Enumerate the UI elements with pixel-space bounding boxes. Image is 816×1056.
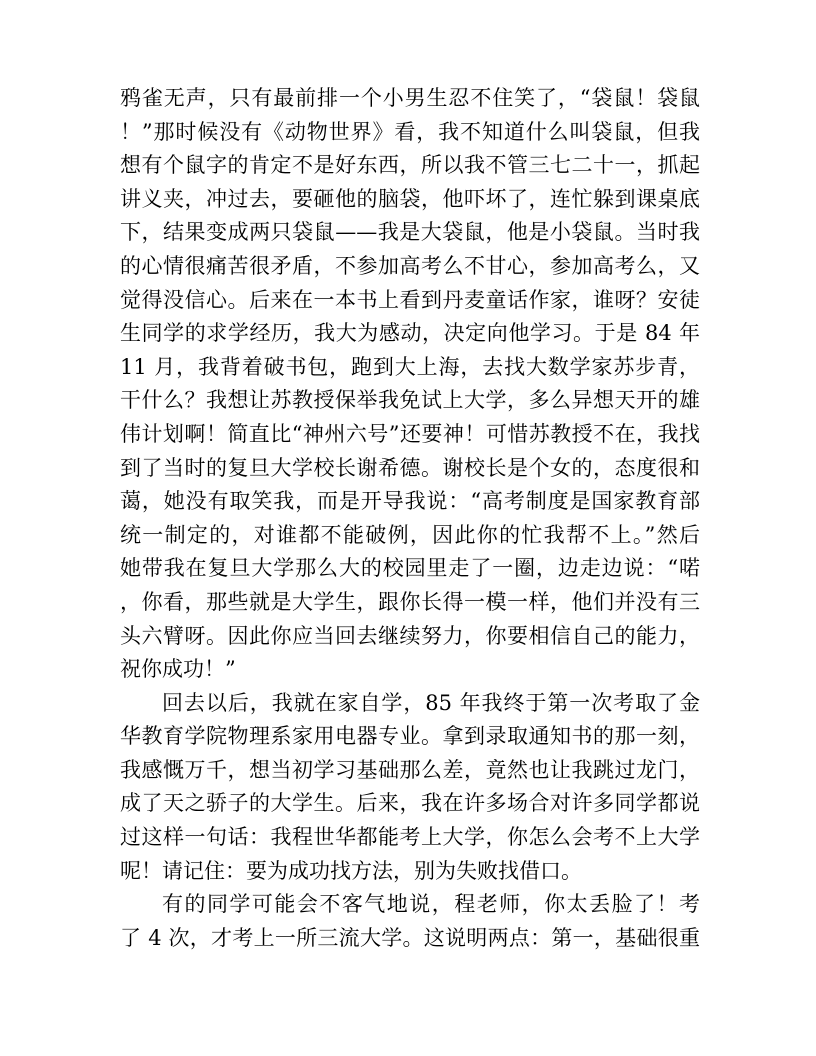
text-line: 头六臂呀。因此你应当回去继续努力，你要相信自己的能力， <box>120 623 700 648</box>
text-line: 华教育学院物理系家用电器专业。拿到录取通知书的那一刻， <box>120 724 700 749</box>
text-line: 想有个鼠字的肯定不是好东西，所以我不管三七二十一，抓起 <box>120 153 700 178</box>
text-line: 她带我在复旦大学那么大的校园里走了一圈，边走边说：“喏 <box>120 556 700 581</box>
text-line: 了 4 次，才考上一所三流大学。这说明两点：第一，基础很重 <box>120 925 700 950</box>
text-line: 蔼，她没有取笑我，而是开导我说：“高考制度是国家教育部 <box>120 489 700 514</box>
text-line: 成了天之骄子的大学生。后来，我在许多场合对许多同学都说 <box>120 791 700 816</box>
text-line: 下，结果变成两只袋鼠——我是大袋鼠，他是小袋鼠。当时我 <box>120 220 700 245</box>
text-line: 生同学的求学经历，我大为感动，决定向他学习。于是 84 年 <box>120 321 700 346</box>
paragraph-start-line: 有的同学可能会不客气地说，程老师，你太丢脸了！考 <box>162 892 700 917</box>
paragraph-end-line: 祝你成功！” <box>120 657 236 682</box>
text-line: 讲义夹，冲过去，要砸他的脑袋，他吓坏了，连忙躲到课桌底 <box>120 186 700 211</box>
text-line: ！”那时候没有《动物世界》看，我不知道什么叫袋鼠，但我 <box>120 119 700 144</box>
text-line: 11 月，我背着破书包，跑到大上海，去找大数学家苏步青， <box>120 354 700 379</box>
paragraph-end-line: 呢！请记住：要为成功找方法，别为失败找借口。 <box>120 858 582 883</box>
text-line: 觉得没信心。后来在一本书上看到丹麦童话作家，谁呀？安徒 <box>120 287 700 312</box>
text-line: 统一制定的，对谁都不能破例，因此你的忙我帮不上。”然后 <box>120 522 700 547</box>
text-line: 伟计划啊！简直比“神州六号”还要神！可惜苏教授不在，我找 <box>120 421 700 446</box>
body-text <box>120 82 700 955</box>
text-line: 鸦雀无声，只有最前排一个小男生忍不住笑了，“袋鼠！袋鼠 <box>120 86 700 110</box>
text-line: ，你看，那些就是大学生，跟你长得一模一样，他们并没有三 <box>120 589 700 614</box>
text-line: 干什么？我想让苏教授保举我免试上大学，多么异想天开的雄 <box>120 388 700 413</box>
text-line: 过这样一句话：我程世华都能考上大学，你怎么会考不上大学 <box>120 825 700 850</box>
text-line: 我感慨万千，想当初学习基础那么差，竟然也让我跳过龙门， <box>120 757 700 782</box>
text-line: 到了当时的复旦大学校长谢希德。谢校长是个女的，态度很和 <box>120 455 700 480</box>
text-line: 的心情很痛苦很矛盾，不参加高考么不甘心，参加高考么，又 <box>120 253 700 278</box>
paragraph-start-line: 回去以后，我就在家自学，85 年我终于第一次考取了金 <box>162 690 700 715</box>
